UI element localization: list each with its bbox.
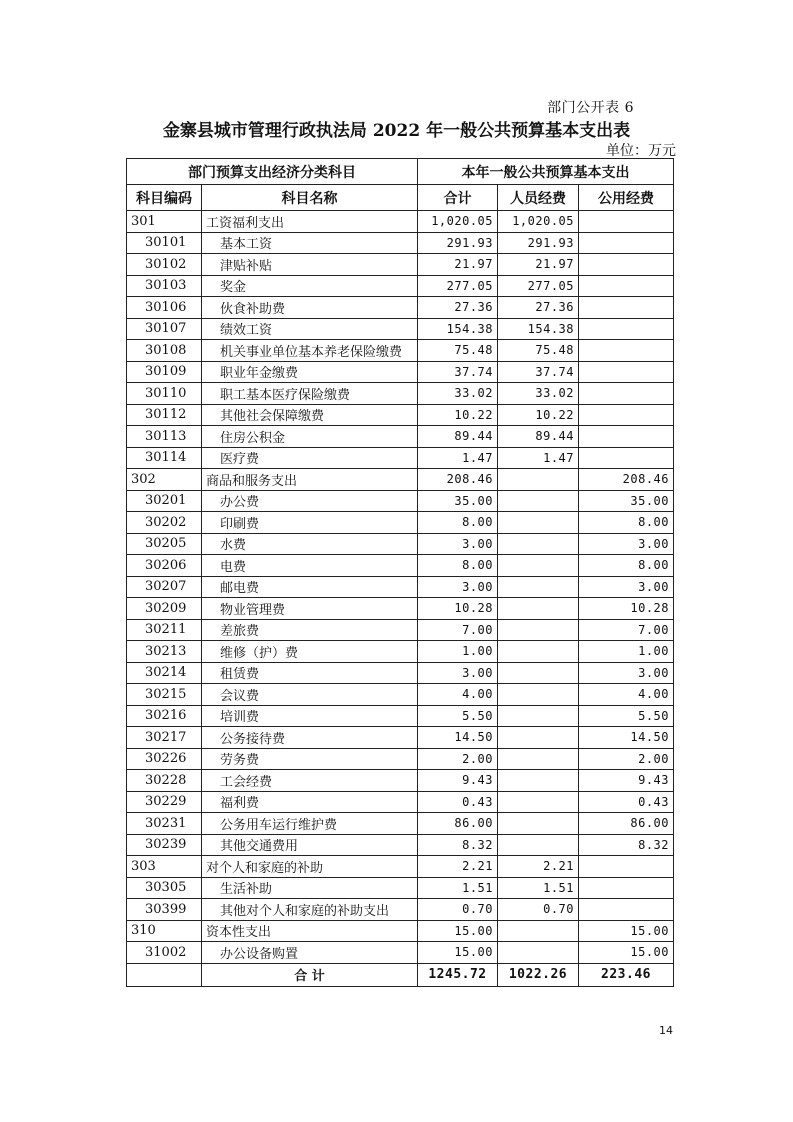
row-name: 公务接待费 [202, 727, 418, 749]
row-code: 303 [127, 856, 202, 878]
row-name: 维修（护）费 [202, 641, 418, 663]
row-name: 福利费 [202, 791, 418, 813]
row-name: 生活补助 [202, 877, 418, 899]
row-public: 86.00 [579, 813, 674, 835]
header-basic-expenditure: 本年一般公共预算基本支出 [418, 159, 674, 185]
row-total: 208.46 [418, 469, 498, 491]
row-personnel [498, 469, 579, 491]
row-total: 5.50 [418, 705, 498, 727]
table-row [127, 619, 674, 641]
col-header-total: 合计 [418, 185, 498, 211]
row-code: 30213 [127, 641, 202, 663]
row-name: 住房公积金 [202, 426, 418, 448]
row-code: 30215 [127, 684, 202, 706]
row-code: 30229 [127, 791, 202, 813]
row-code: 310 [127, 920, 202, 942]
row-public: 3.00 [579, 576, 674, 598]
row-code: 30399 [127, 899, 202, 921]
row-name: 培训费 [202, 705, 418, 727]
row-total: 0.70 [418, 899, 498, 921]
row-personnel: 1.51 [498, 877, 579, 899]
row-name: 基本工资 [202, 232, 418, 254]
row-code: 31002 [127, 942, 202, 964]
row-total: 291.93 [418, 232, 498, 254]
table-row [127, 705, 674, 727]
table-row [127, 598, 674, 620]
row-personnel [498, 619, 579, 641]
row-total: 10.22 [418, 404, 498, 426]
row-name: 印刷费 [202, 512, 418, 534]
row-personnel: 1,020.05 [498, 211, 579, 233]
row-total: 2.00 [418, 748, 498, 770]
row-public [579, 297, 674, 319]
row-public: 208.46 [579, 469, 674, 491]
row-name: 其他交通费用 [202, 834, 418, 856]
row-personnel [498, 662, 579, 684]
row-code: 30113 [127, 426, 202, 448]
row-total: 33.02 [418, 383, 498, 405]
row-name: 会议费 [202, 684, 418, 706]
row-public: 1.00 [579, 641, 674, 663]
row-public [579, 318, 674, 340]
table-row [127, 662, 674, 684]
row-personnel: 0.70 [498, 899, 579, 921]
row-public [579, 211, 674, 233]
row-code: 30110 [127, 383, 202, 405]
table-row [127, 555, 674, 577]
row-code: 30106 [127, 297, 202, 319]
row-total: 2.21 [418, 856, 498, 878]
row-personnel [498, 684, 579, 706]
row-public [579, 877, 674, 899]
row-name: 其他对个人和家庭的补助支出 [202, 899, 418, 921]
row-public: 3.00 [579, 662, 674, 684]
row-name: 租赁费 [202, 662, 418, 684]
table-row [127, 727, 674, 749]
row-name: 物业管理费 [202, 598, 418, 620]
table-row [127, 684, 674, 706]
row-name: 差旅费 [202, 619, 418, 641]
row-personnel: 27.36 [498, 297, 579, 319]
col-header-code: 科目编码 [127, 185, 202, 211]
row-personnel [498, 598, 579, 620]
row-name: 医疗费 [202, 447, 418, 469]
row-code: 30103 [127, 275, 202, 297]
row-public: 8.00 [579, 512, 674, 534]
row-name: 工资福利支出 [202, 211, 418, 233]
row-total: 10.28 [418, 598, 498, 620]
row-personnel [498, 834, 579, 856]
row-total: 75.48 [418, 340, 498, 362]
row-personnel [498, 555, 579, 577]
header-economic-classification: 部门预算支出经济分类科目 [127, 159, 418, 185]
row-total: 7.00 [418, 619, 498, 641]
row-total: 8.00 [418, 555, 498, 577]
row-code: 30112 [127, 404, 202, 426]
unit-label: 单位：万元 [606, 143, 676, 159]
row-public [579, 426, 674, 448]
header-column-row [127, 185, 674, 211]
row-code: 30201 [127, 490, 202, 512]
table-row [127, 297, 674, 319]
row-public [579, 340, 674, 362]
row-public [579, 275, 674, 297]
row-public: 15.00 [579, 942, 674, 964]
row-name: 伙食补助费 [202, 297, 418, 319]
table-row [127, 791, 674, 813]
row-name: 绩效工资 [202, 318, 418, 340]
table-row [127, 211, 674, 233]
row-personnel: 2.21 [498, 856, 579, 878]
row-total: 1,020.05 [418, 211, 498, 233]
row-code: 30107 [127, 318, 202, 340]
table-row [127, 512, 674, 534]
table-row [127, 318, 674, 340]
row-total: 86.00 [418, 813, 498, 835]
row-total: 9.43 [418, 770, 498, 792]
row-public: 8.00 [579, 555, 674, 577]
table-row [127, 490, 674, 512]
row-personnel [498, 748, 579, 770]
row-personnel: 154.38 [498, 318, 579, 340]
row-code: 30209 [127, 598, 202, 620]
row-public: 0.43 [579, 791, 674, 813]
row-code: 30228 [127, 770, 202, 792]
row-personnel: 291.93 [498, 232, 579, 254]
table-row [127, 254, 674, 276]
row-total: 15.00 [418, 942, 498, 964]
row-public: 7.00 [579, 619, 674, 641]
row-public [579, 447, 674, 469]
table-row [127, 232, 674, 254]
row-name: 资本性支出 [202, 920, 418, 942]
row-name: 邮电费 [202, 576, 418, 598]
table-row [127, 748, 674, 770]
row-personnel [498, 512, 579, 534]
table-row [127, 834, 674, 856]
row-total: 14.50 [418, 727, 498, 749]
row-personnel [498, 576, 579, 598]
row-public: 8.32 [579, 834, 674, 856]
row-code: 30231 [127, 813, 202, 835]
row-personnel: 10.22 [498, 404, 579, 426]
row-name: 劳务费 [202, 748, 418, 770]
row-total: 277.05 [418, 275, 498, 297]
row-total: 154.38 [418, 318, 498, 340]
table-row [127, 469, 674, 491]
row-code: 30101 [127, 232, 202, 254]
row-public: 4.00 [579, 684, 674, 706]
table-row [127, 447, 674, 469]
table-row [127, 576, 674, 598]
table-row [127, 275, 674, 297]
row-code: 30202 [127, 512, 202, 534]
table-row [127, 383, 674, 405]
row-personnel: 21.97 [498, 254, 579, 276]
table-row [127, 920, 674, 942]
row-name: 商品和服务支出 [202, 469, 418, 491]
row-code: 30239 [127, 834, 202, 856]
row-public [579, 383, 674, 405]
row-total: 89.44 [418, 426, 498, 448]
row-name: 职业年金缴费 [202, 361, 418, 383]
table-row [127, 942, 674, 964]
row-code: 301 [127, 211, 202, 233]
table-body [127, 211, 674, 964]
table-row [127, 770, 674, 792]
total-row [127, 963, 674, 986]
total-label: 合 计 [202, 963, 418, 986]
row-total: 0.43 [418, 791, 498, 813]
row-name: 办公费 [202, 490, 418, 512]
row-code: 30109 [127, 361, 202, 383]
row-personnel: 1.47 [498, 447, 579, 469]
row-personnel: 33.02 [498, 383, 579, 405]
row-total: 1.00 [418, 641, 498, 663]
row-public: 2.00 [579, 748, 674, 770]
row-personnel [498, 813, 579, 835]
col-header-personnel: 人员经费 [498, 185, 579, 211]
table-row [127, 856, 674, 878]
row-name: 职工基本医疗保险缴费 [202, 383, 418, 405]
table-row [127, 361, 674, 383]
row-name: 其他社会保障缴费 [202, 404, 418, 426]
row-code: 30207 [127, 576, 202, 598]
table-row [127, 533, 674, 555]
row-personnel [498, 791, 579, 813]
row-public [579, 404, 674, 426]
total-personnel: 1022.26 [498, 963, 579, 986]
document-title: 金寨县城市管理行政执法局 2022 年一般公共预算基本支出表 [162, 121, 631, 141]
total-sum: 1245.72 [418, 963, 498, 986]
row-public [579, 254, 674, 276]
row-personnel: 75.48 [498, 340, 579, 362]
row-public [579, 232, 674, 254]
row-name: 工会经费 [202, 770, 418, 792]
row-name: 公务用车运行维护费 [202, 813, 418, 835]
row-total: 3.00 [418, 576, 498, 598]
row-name: 电费 [202, 555, 418, 577]
row-total: 8.00 [418, 512, 498, 534]
row-code: 30216 [127, 705, 202, 727]
row-personnel [498, 490, 579, 512]
row-code: 30102 [127, 254, 202, 276]
col-header-name: 科目名称 [202, 185, 418, 211]
table-row [127, 899, 674, 921]
row-personnel: 37.74 [498, 361, 579, 383]
row-code: 30305 [127, 877, 202, 899]
row-code: 30211 [127, 619, 202, 641]
row-code: 30205 [127, 533, 202, 555]
row-public: 10.28 [579, 598, 674, 620]
row-total: 1.47 [418, 447, 498, 469]
row-public: 9.43 [579, 770, 674, 792]
row-name: 水费 [202, 533, 418, 555]
row-code: 30214 [127, 662, 202, 684]
row-name: 奖金 [202, 275, 418, 297]
row-code: 30114 [127, 447, 202, 469]
total-code-cell [127, 963, 202, 986]
document-label: 部门公开表 6 [547, 100, 634, 116]
row-personnel [498, 533, 579, 555]
row-public [579, 899, 674, 921]
row-personnel [498, 641, 579, 663]
row-personnel: 277.05 [498, 275, 579, 297]
row-total: 27.36 [418, 297, 498, 319]
table-row [127, 813, 674, 835]
row-personnel [498, 920, 579, 942]
row-total: 15.00 [418, 920, 498, 942]
header-group-row [127, 159, 674, 185]
row-personnel [498, 942, 579, 964]
row-total: 35.00 [418, 490, 498, 512]
row-name: 津贴补贴 [202, 254, 418, 276]
row-public: 35.00 [579, 490, 674, 512]
row-code: 30206 [127, 555, 202, 577]
row-code: 302 [127, 469, 202, 491]
table-row [127, 340, 674, 362]
row-name: 对个人和家庭的补助 [202, 856, 418, 878]
row-personnel: 89.44 [498, 426, 579, 448]
row-total: 37.74 [418, 361, 498, 383]
row-public: 3.00 [579, 533, 674, 555]
row-code: 30108 [127, 340, 202, 362]
row-public [579, 361, 674, 383]
row-total: 3.00 [418, 533, 498, 555]
row-total: 8.32 [418, 834, 498, 856]
row-public: 14.50 [579, 727, 674, 749]
table-row [127, 426, 674, 448]
row-total: 4.00 [418, 684, 498, 706]
row-public: 15.00 [579, 920, 674, 942]
row-total: 21.97 [418, 254, 498, 276]
row-total: 1.51 [418, 877, 498, 899]
row-code: 30217 [127, 727, 202, 749]
row-personnel [498, 705, 579, 727]
budget-table [126, 158, 674, 987]
row-personnel [498, 770, 579, 792]
row-code: 30226 [127, 748, 202, 770]
row-public [579, 856, 674, 878]
col-header-public: 公用经费 [579, 185, 674, 211]
table-row [127, 404, 674, 426]
row-personnel [498, 727, 579, 749]
row-name: 办公设备购置 [202, 942, 418, 964]
row-total: 3.00 [418, 662, 498, 684]
row-name: 机关事业单位基本养老保险缴费 [202, 340, 418, 362]
table-row [127, 641, 674, 663]
table-row [127, 877, 674, 899]
page-number: 14 [659, 1024, 673, 1037]
total-public: 223.46 [579, 963, 674, 986]
row-public: 5.50 [579, 705, 674, 727]
